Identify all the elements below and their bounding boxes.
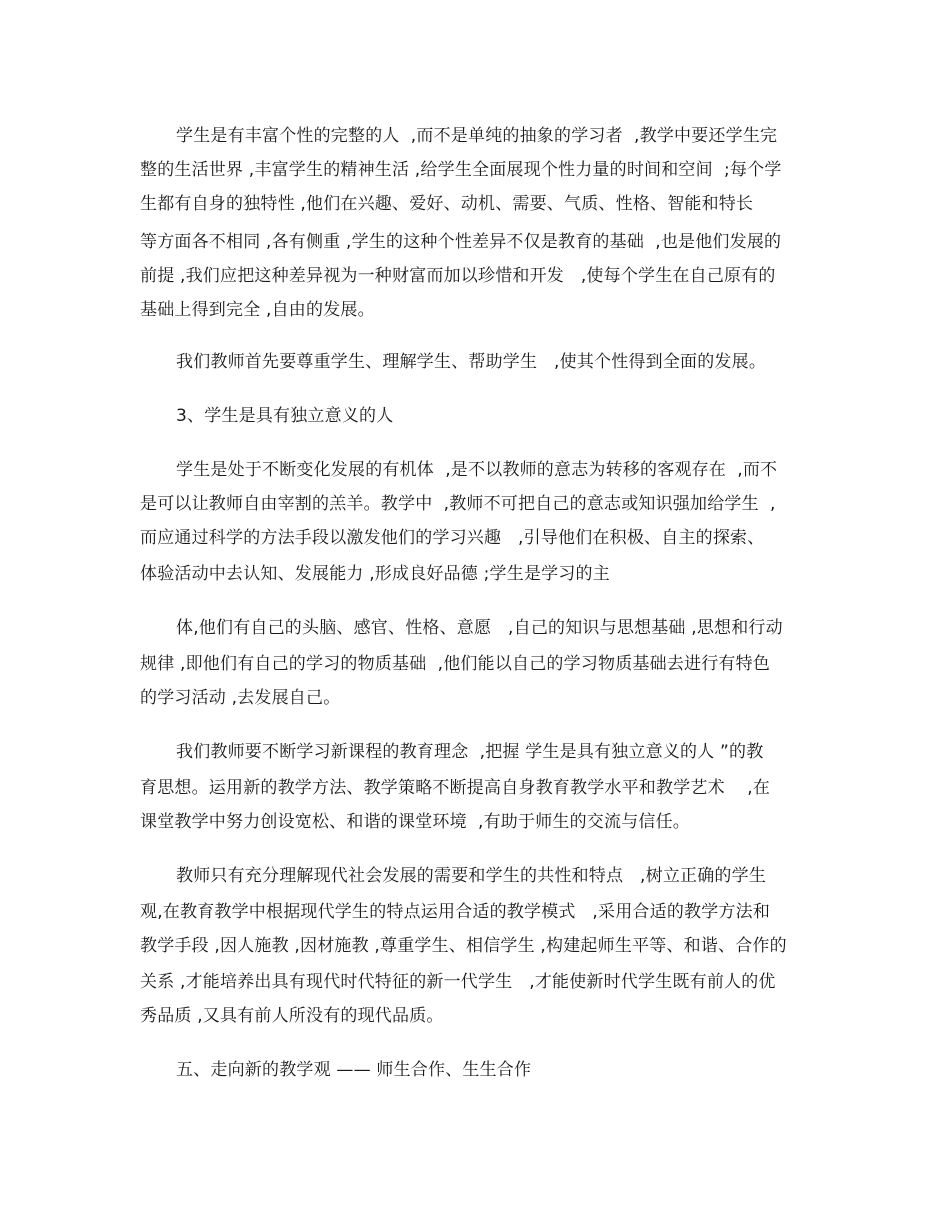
paragraph-6-line-2: 育思想。运用新的教学方法、教学策略不断提高自身教育教学水平和教学艺术 ,在: [140, 778, 771, 798]
paragraph-6-line-1: 我们教师要不断学习新课程的教育理念 ,把握 学生是具有独立意义的人 ”的教: [176, 742, 764, 762]
paragraph-1-line-1: 学生是有丰富个性的完整的人 ,而不是单纯的抽象的学习者 ,教学中要还学生完: [176, 126, 778, 146]
paragraph-2-line-1: 我们教师首先要尊重学生、理解学生、帮助学生 ,使其个性得到全面的发展。: [176, 352, 767, 372]
paragraph-7-line-3: 教学手段 ,因人施教 ,因材施教 ,尊重学生、相信学生 ,构建起师生平等、和谐、合作的: [140, 936, 787, 956]
paragraph-4-line-3: 而应通过科学的方法手段以激发他们的学习兴趣 ,引导他们在积极、自主的探索、: [140, 528, 765, 548]
paragraph-4-line-4: 体验活动中去认知、发展能力 ,形成良好品德 ;学生是学习的主: [140, 564, 610, 584]
paragraph-7-line-5: 秀品质 ,又具有前人所没有的现代品质。: [140, 1006, 444, 1026]
paragraph-1-line-4: 等方面各不相同 ,各有侧重 ,学生的这种个性差异不仅是教育的基础 ,也是他们发展的: [140, 232, 782, 252]
section-heading-3: 3、学生是具有独立意义的人: [176, 406, 394, 426]
paragraph-7-line-1: 教师只有充分理解现代社会发展的需要和学生的共性和特点 ,树立正确的学生: [176, 866, 767, 886]
paragraph-5-line-1: 体,他们有自己的头脑、感官、性格、意愿 ,自己的知识与思想基础 ,思想和行动: [176, 618, 783, 638]
section-heading-5: 五、走向新的教学观 —— 师生合作、生生合作: [176, 1060, 532, 1080]
paragraph-6-line-3: 课堂教学中努力创设宽松、和谐的课堂环境 ,有助于师生的交流与信任。: [140, 812, 691, 832]
paragraph-7-line-4: 关系 ,才能培养出具有现代时代特征的新一代学生 ,才能使新时代学生既有前人的优: [140, 972, 776, 992]
paragraph-7-line-2: 观,在教育教学中根据现代学生的特点运用合适的教学模式 ,采用合适的教学方法和: [140, 902, 771, 922]
paragraph-5-line-3: 的学习活动 ,去发展自己。: [140, 688, 341, 708]
paragraph-4-line-2: 是可以让教师自由宰割的羔羊。教学中 ,教师不可把自己的意志或知识强加给学生 ,: [140, 494, 776, 514]
paragraph-1-line-6: 基础上得到完全 ,自由的发展。: [140, 300, 375, 320]
paragraph-1-line-2: 整的生活世界 ,丰富学生的精神生活 ,给学生全面展现个性力量的时间和空间 ;每个学: [140, 160, 782, 180]
paragraph-4-line-1: 学生是处于不断变化发展的有机体 ,是不以教师的意志为转移的客观存在 ,而不: [176, 460, 778, 480]
paragraph-1-line-3: 生都有自身的独特性 ,他们在兴趣、爱好、动机、需要、气质、性格、智能和特长: [140, 194, 754, 214]
paragraph-1-line-5: 前提 ,我们应把这种差异视为一种财富而加以珍惜和开发 ,使每个学生在自己原有的: [140, 266, 776, 286]
paragraph-5-line-2: 规律 ,即他们有自己的学习的物质基础 ,他们能以自己的学习物质基础去进行有特色: [140, 654, 771, 674]
